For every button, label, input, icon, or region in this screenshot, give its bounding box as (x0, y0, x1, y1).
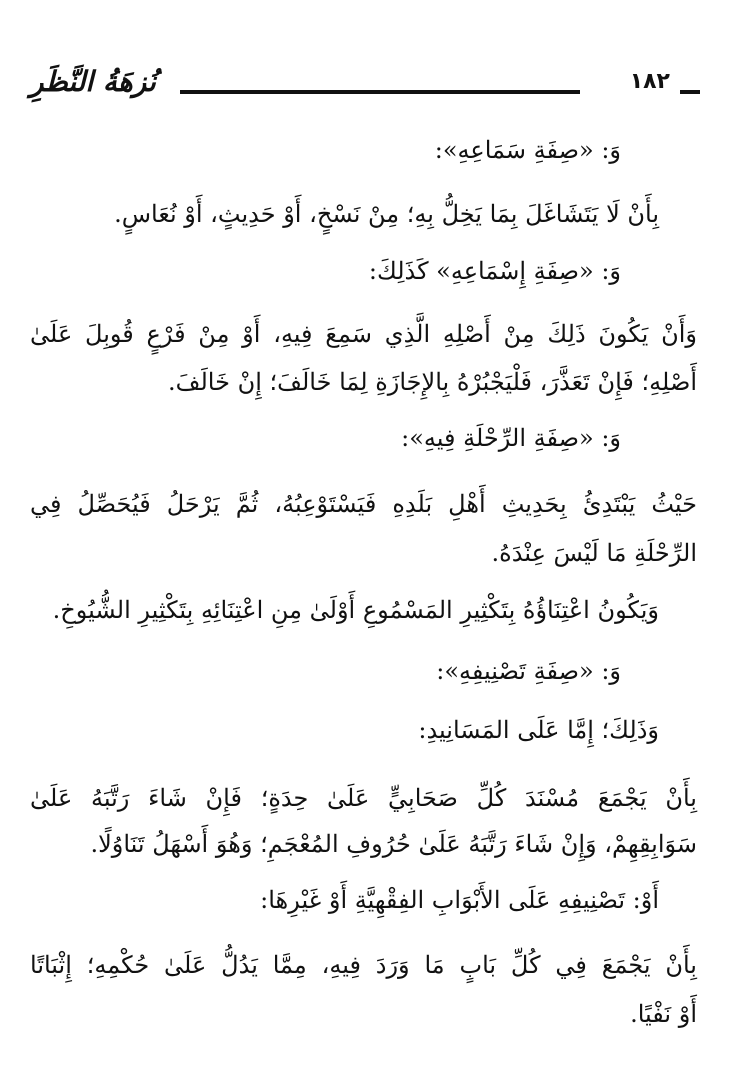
body-line: بِأَنْ لَا يَتَشَاغَلَ بِمَا يَخِلُّ بِهِ؛ مِنْ نَسْخٍ، أَوْ حَدِيثٍ، أَوْ نُعَاسٍ. (114, 200, 659, 228)
heading-line: وَ: «صِفَةِ سَمَاعِهِ»: (434, 136, 621, 164)
heading-line: وَ: «صِفَةِ تَصْنِيفِهِ»: (436, 657, 621, 685)
heading-line: أَوْ: تَصْنِيفِهِ عَلَى الأَبْوَابِ الفِقْهِيَّةِ أَوْ غَيْرِهَا: (260, 886, 659, 914)
heading-line: وَ: «صِفَةِ إِسْمَاعِهِ» كَذَلِكَ: (368, 257, 621, 285)
body-line: بِأَنْ يَجْمَعَ مُسْنَدَ كُلِّ صَحَابِيٍّ عَلَىٰ حِدَةٍ؛ فَإِنْ شَاءَ رَتَّبَهُ عَلَىٰ (30, 784, 697, 812)
body-line: أَصْلِهِ؛ فَإِنْ تَعَذَّرَ، فَلْيَجْبُرْهُ بِالإِجَازَةِ لِمَا خَالَفَ؛ إِنْ خَالَفَ. (168, 368, 697, 396)
body-line: الرِّحْلَةِ مَا لَيْسَ عِنْدَهُ. (491, 539, 697, 567)
body-line: وَذَلِكَ؛ إِمَّا عَلَى المَسَانِيدِ: (418, 716, 659, 744)
body-line: بِأَنْ يَجْمَعَ فِي كُلِّ بَابٍ مَا وَرَدَ فِيهِ، مِمَّا يَدُلُّ عَلَىٰ حُكْمِهِ؛ إِثْبَاتًا (30, 951, 697, 979)
body-line: وَيَكُونُ اعْتِنَاؤُهُ بِتَكْثِيرِ المَسْمُوعِ أَوْلَىٰ مِنِ اعْتِنَائِهِ بِتَكْثِيرِ الشُّيُوخِ. (52, 596, 659, 624)
body-line: أَوْ نَفْيًا. (630, 1000, 697, 1028)
book-title: نُزهَةُ النَّظَرِ (30, 65, 156, 98)
page-number: ١٨٢ (629, 69, 670, 94)
body-line: وَأَنْ يَكُونَ ذَلِكَ مِنْ أَصْلِهِ الَّذِي سَمِعَ فِيهِ، أَوْ مِنْ فَرْعٍ قُوبِلَ عَلَىٰ (30, 320, 697, 348)
body-line: سَوَابِقِهِمْ، وَإِنْ شَاءَ رَتَّبَهُ عَلَىٰ حُرُوفِ المُعْجَمِ؛ وَهُوَ أَسْهَلُ تَنَاوُلًا. (90, 830, 697, 858)
body-line: حَيْثُ يَبْتَدِئُ بِحَدِيثِ أَهْلِ بَلَدِهِ فَيَسْتَوْعِبُهُ، ثُمَّ يَرْحَلُ فَيُحَصِّلُ فِي (30, 490, 697, 518)
heading-line: وَ: «صِفَةِ الرِّحْلَةِ فِيهِ»: (401, 424, 621, 452)
